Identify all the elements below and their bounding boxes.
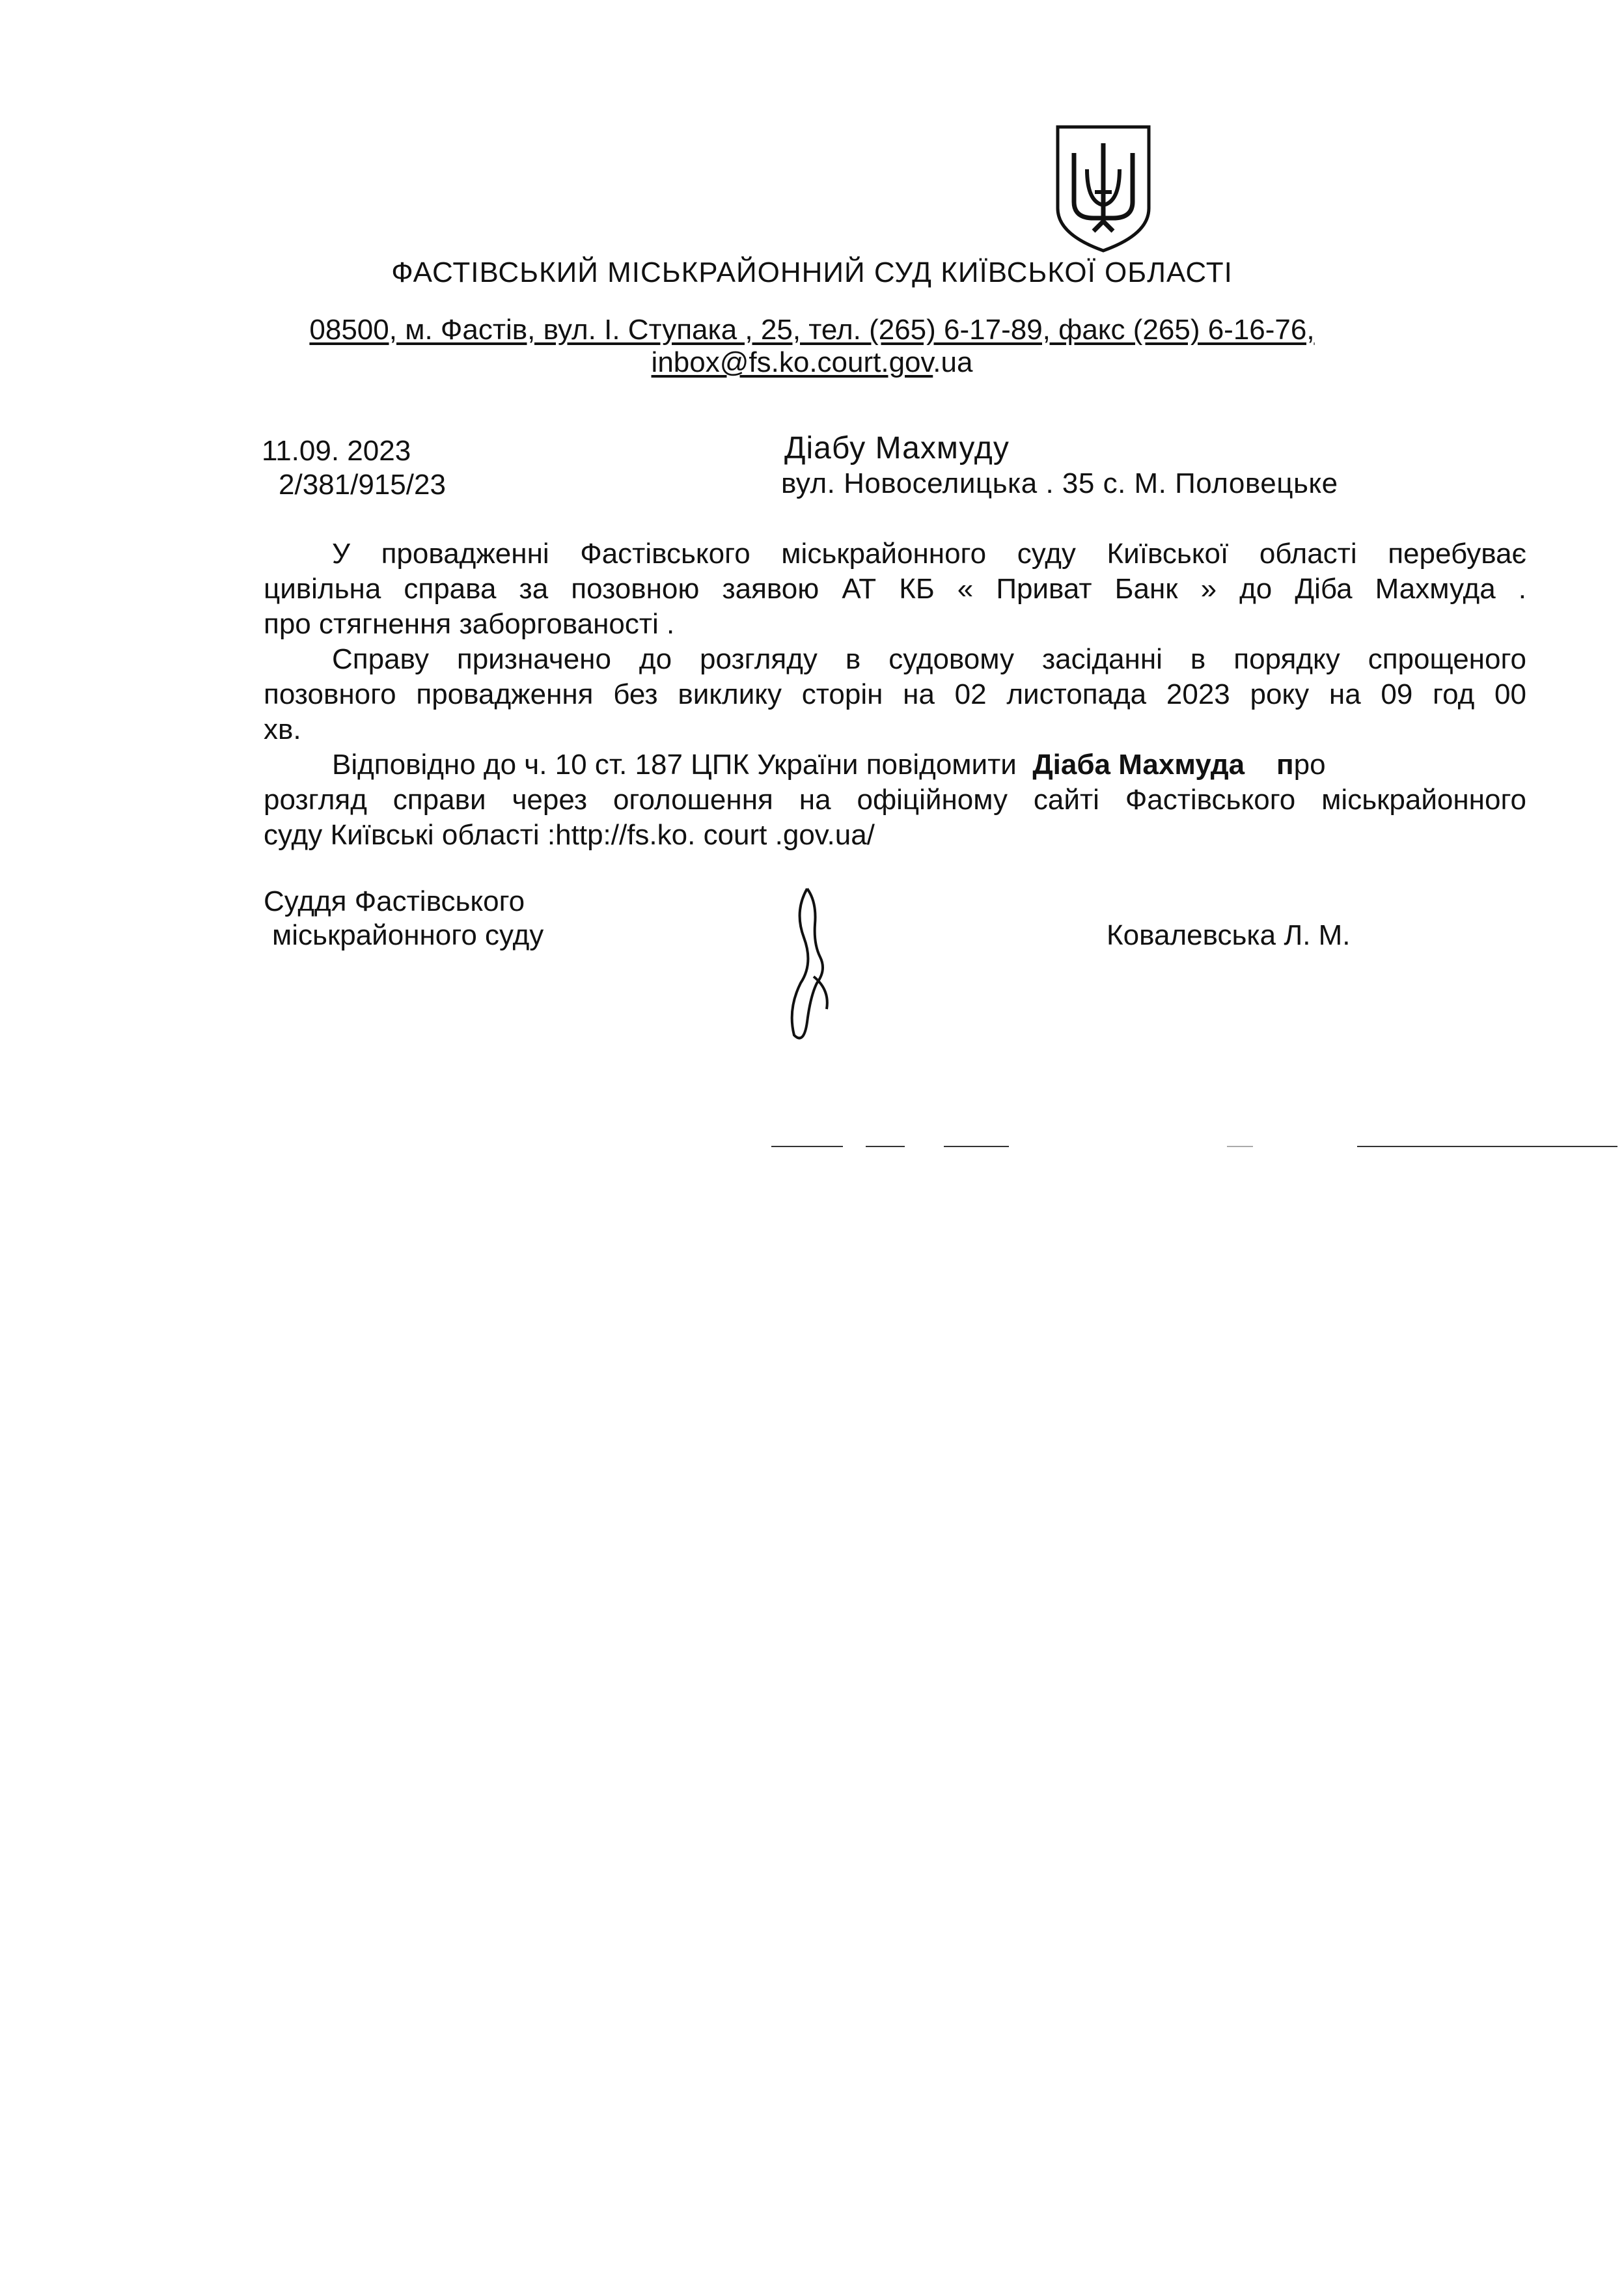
- judge-name: Ковалевська Л. М.: [1107, 919, 1351, 951]
- body-line: суду Київські області :http://fs.ko. court .gov.ua/: [264, 819, 875, 851]
- bold-letter: п: [1276, 749, 1294, 781]
- body-line: Справу призначено до розгляду в судовому засіданні в порядку спрощеного: [332, 643, 1526, 675]
- recipient-name: Діабу Махмуду: [784, 431, 1010, 465]
- court-title: ФАСТІВСЬКИЙ МІСЬКРАЙОННИЙ СУД КИЇВСЬКОЇ ОБЛАСТІ: [391, 257, 1233, 288]
- court-email-line: [0, 345, 1624, 380]
- body-line: цивільна справа за позовною заявою АТ КБ « Приват Банк » до Діба Махмуда .: [264, 573, 1526, 605]
- bottom-rule: [771, 1145, 1617, 1148]
- handwritten-signature: [768, 885, 846, 1048]
- body-line: про стягнення заборгованості .: [264, 608, 675, 640]
- body-text: Відповідно до ч. 10 ст. 187 ЦПК України повідомити: [332, 749, 1017, 781]
- trident-icon: [1054, 124, 1152, 254]
- case-number: 2/381/915/23: [279, 469, 446, 501]
- body-line: У провадженні Фастівського міськрайонного суду Київської області перебуває: [332, 538, 1526, 570]
- recipient-bold-name: Діаба Махмуда: [1032, 749, 1245, 781]
- court-email-tail: .ua: [933, 346, 973, 378]
- court-address: 08500, м. Фастів, вул. І. Ступака , 25, тел. (265) 6-17-89, факс (265) 6-16-76,: [309, 314, 1315, 346]
- judge-title-line2: міськрайонного суду: [272, 919, 544, 951]
- body-line: [332, 747, 1526, 783]
- body-line: позовного провадження без виклику сторін на 02 листопада 2023 року на 09 год 00: [264, 678, 1526, 710]
- judge-title-line1: Суддя Фастівського: [264, 885, 525, 917]
- recipient-address: вул. Новоселицька . 35 с. М. Половецьке: [781, 467, 1338, 499]
- body-line: розгляд справи через оголошення на офіційному сайті Фастівського міськрайонного: [264, 784, 1526, 816]
- court-email: inbox@fs.ko.court.gov: [651, 346, 933, 378]
- body-line: хв.: [264, 714, 301, 745]
- body-text: ро: [1293, 749, 1326, 781]
- letter-date: 11.09. 2023: [262, 435, 411, 467]
